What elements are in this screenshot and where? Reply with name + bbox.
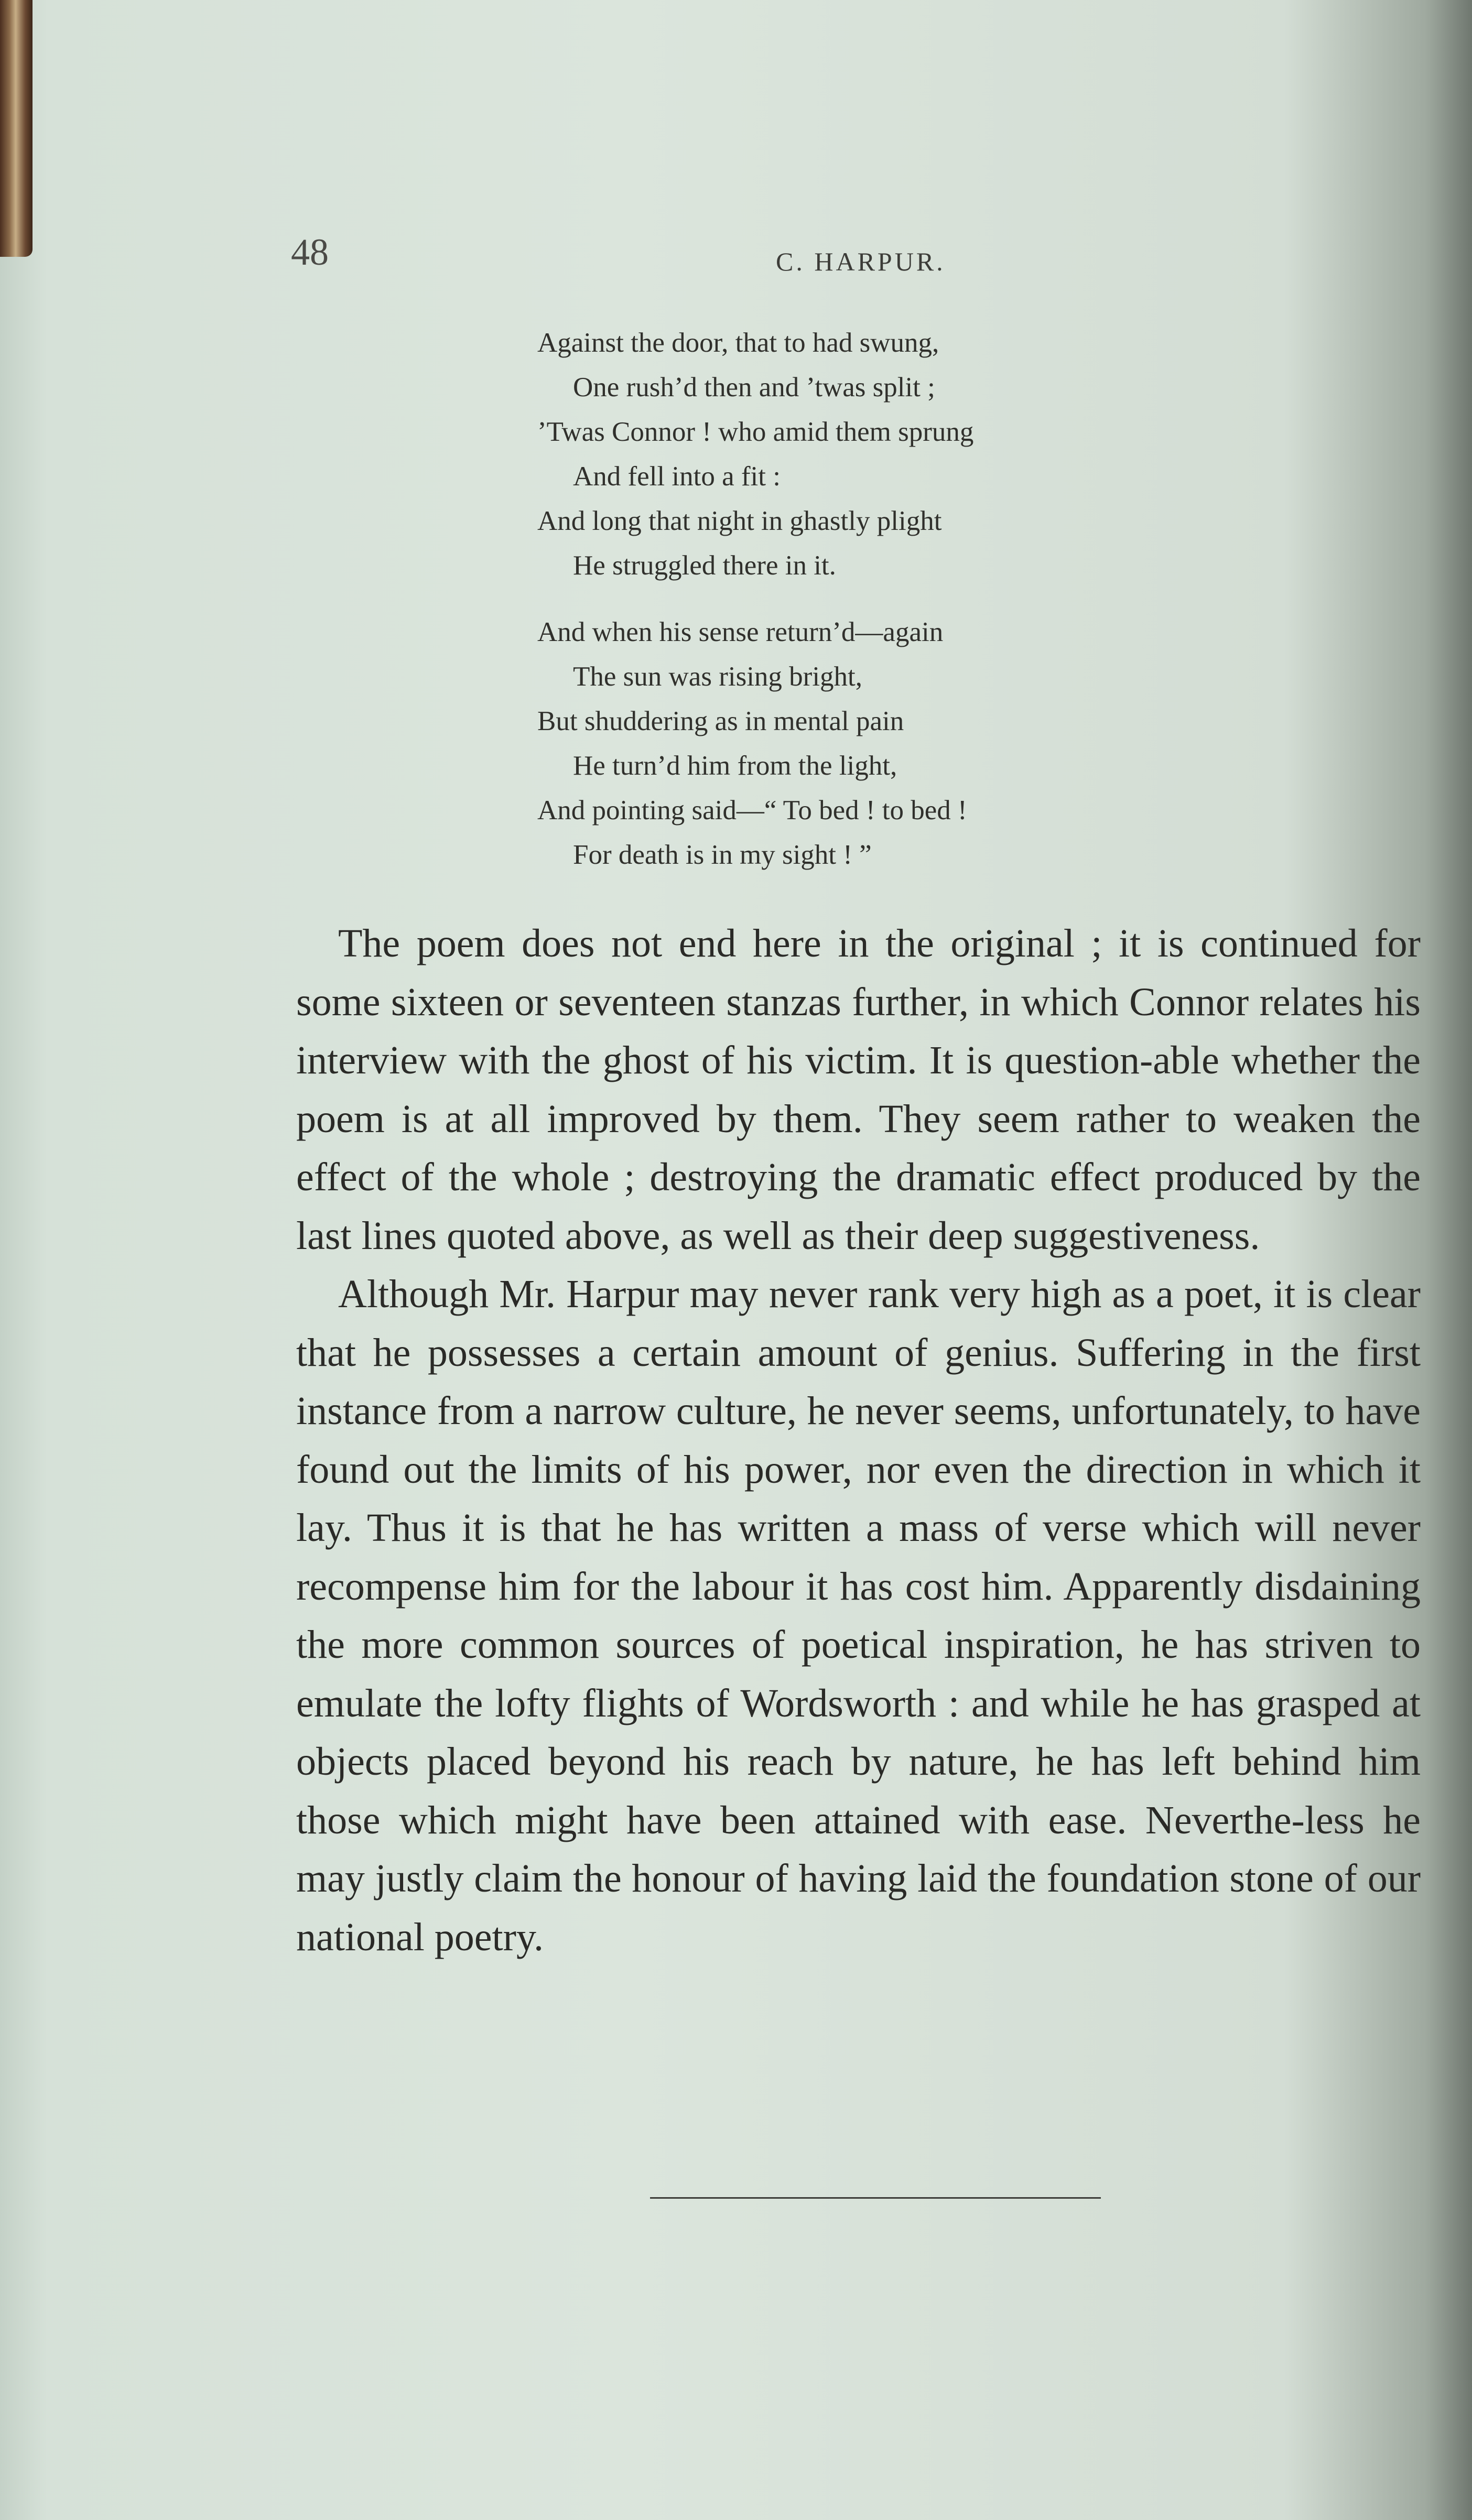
verse-line: He turn’d him from the light, (573, 751, 897, 781)
verse-line: One rush’d then and ’twas split ; (573, 372, 935, 403)
verse-line: And pointing said—“ To bed ! to bed ! (537, 795, 967, 825)
verse-line: For death is in my sight ! ” (573, 840, 872, 870)
verse-line: He struggled there in it. (573, 550, 836, 581)
closing-rule (650, 2197, 1101, 2199)
book-binding-edge (0, 0, 33, 257)
running-head: C. HARPUR. (776, 247, 946, 276)
paragraph: Although Mr. Harpur may never rank very high as a poet, it is clear that he possesses a certain amount of genius. Suffering in the first instance from a narrow culture, he never seems, unfortunately, to have found out the limits of his power, nor even the direction in which it lay. Thus it is that he has written a mass of verse which will never recompense him for the labour it has cost him. Apparently disdaining the more common sources of poetical inspiration, he has striven to emulate the lofty flights of Wordsworth : and while he has grasped at objects placed beyond his reach by nature, he has left behind him those which might have been attained with ease. Neverthe-less he may justly claim the honour of having laid the foundation stone of our national poetry. (296, 1272, 1421, 1959)
verse-line: And fell into a fit : (573, 461, 781, 492)
verse-line: And long that night in ghastly plight (537, 506, 942, 536)
poem-excerpt (537, 321, 1166, 899)
verse-line: ’Twas Connor ! who amid them sprung (537, 417, 974, 447)
page-number: 48 (291, 231, 329, 273)
verse-line: But shuddering as in mental pain (537, 706, 904, 736)
poem-stanza (537, 610, 1166, 877)
commentary-text (296, 915, 1421, 1967)
poem-stanza (537, 321, 1166, 588)
paragraph: The poem does not end here in the original ; it is continued for some sixteen or seventeen stanzas further, in which Connor relates his interview with the ghost of his victim. It is question-able whether the poem is at all improved by them. They seem rather to weaken the effect of the whole ; destroying the dramatic effect produced by the last lines quoted above, as well as their deep suggestiveness. (296, 921, 1421, 1258)
verse-line: Against the door, that to had swung, (537, 328, 939, 358)
verse-line: And when his sense return’d—again (537, 617, 944, 647)
verse-line: The sun was rising bright, (573, 661, 863, 692)
